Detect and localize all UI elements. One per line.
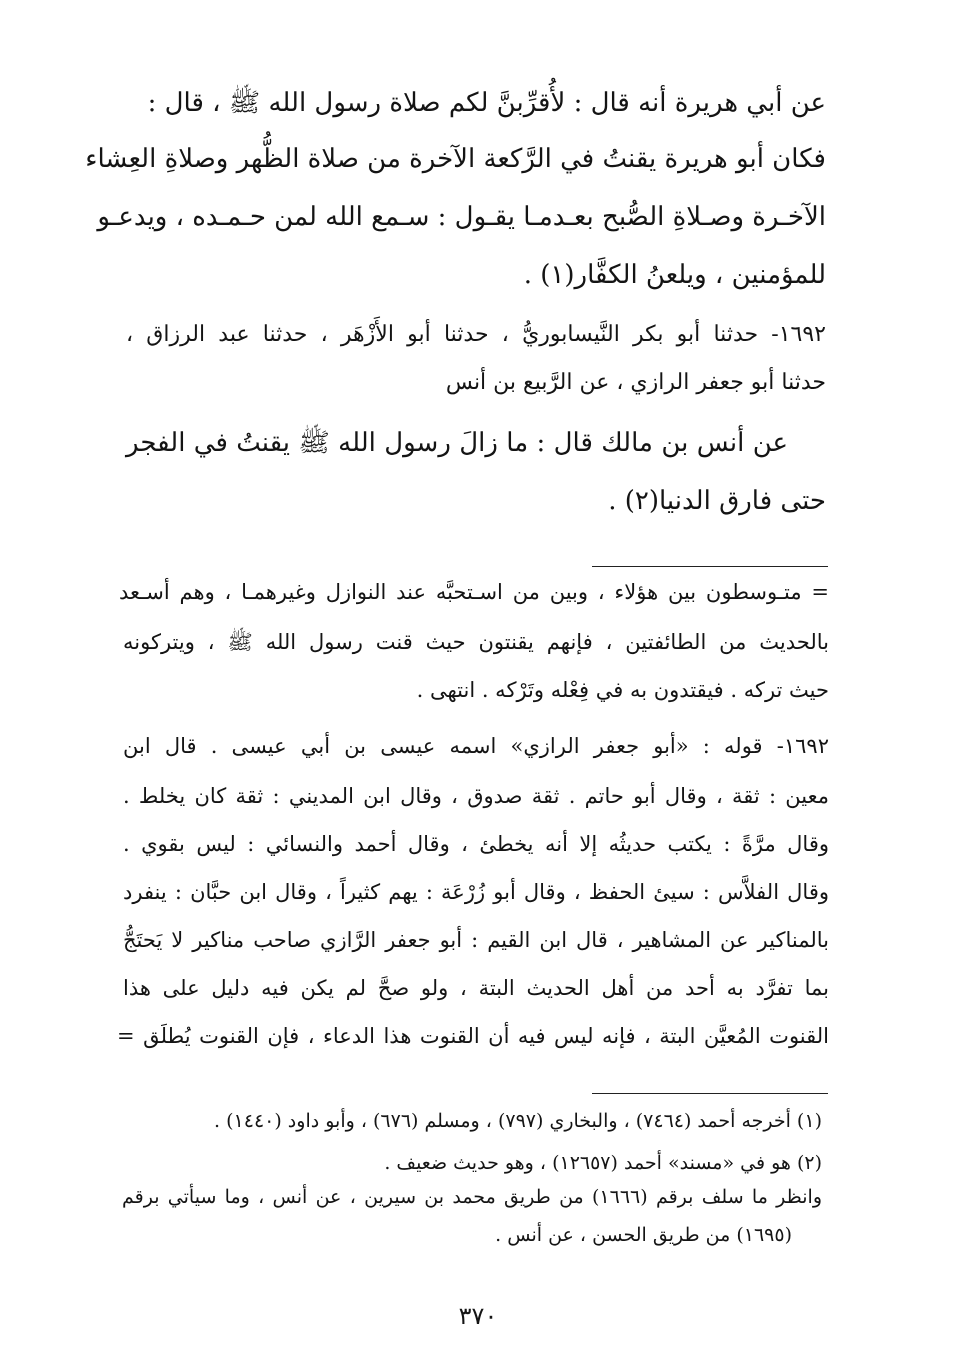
commentary-line: بالمناكير عن المشاهير ، قال ابن القيم : أبو جعفر الرَّازي صاحب مناكير لا يَحتَجُّ — [123, 928, 829, 952]
main-line: للمؤمنين ، ويلعنُ الكفَّار(١) . — [523, 260, 826, 290]
footnote-line: (٢) هو في «مسند» أحمد (١٢٦٥٧) ، وهو حديث ضعيف . — [384, 1152, 822, 1174]
commentary-line: وقال مرَّةً : يكتب حديثُه إلا أنه يخطئ ، وقال أحمد والنسائي : ليس بقوي . — [123, 832, 829, 856]
commentary-line: وقال الفلاَّس : سيئ الحفظ ، وقال أبو زُرْعَة : يهم كثيراً ، وقال ابن حبَّان : ينفرد — [123, 880, 829, 904]
commentary-line: = متـوسطون بين هؤلاء ، وبين من اسـتحبَّه عند النوازل وغيرهمـا ، وهم أسـعد — [119, 580, 829, 604]
commentary-line: معين : ثقة ، وقال أبو حاتم . ثقة صدوق ، وقال ابن المديني : ثقة كان يخلط . — [123, 784, 829, 808]
commentary-line: حيث تركه . فيقتدون به في فِعْله وتَرْكه . انتهى . — [416, 678, 829, 702]
footnote-separator — [592, 1093, 828, 1094]
commentary-line: القنوت المُعيَّن البتة ، فإنه ليس فيه أن القنوت هذا الدعاء ، فإن القنوت يُطلَق = — [117, 1024, 829, 1048]
page-number: ٣٧٠ — [458, 1302, 498, 1330]
footnote-line: (١) أخرجه أحمد (٧٤٦٤) ، والبخاري (٧٩٧) ، ومسلم (٦٧٦) ، وأبو داود (١٤٤٠) . — [214, 1110, 822, 1132]
commentary-line: بالحديث من الطائفتين ، فإنهم يقنتون حيث قنت رسول الله ﷺ ، ويتركونه — [123, 630, 829, 654]
commentary-line: بما تفرَّد به أحد من أهل الحديث البتة ، ولو صحَّ لم يكن فيه دليل على هذا — [123, 976, 829, 1000]
commentary-line: ١٦٩٢- قوله : «أبو جعفر الرازي» اسمه عيسى بن أبي عيسى . قال ابن — [123, 734, 829, 758]
main-line: الآخـرة وصـلاةِ الصُّبح بعـدمـا يقـول : سـمع الله لمن حـمـده ، ويدعـو — [97, 202, 826, 232]
footnote-line: وانظر ما سلف برقم (١٦٦٦) من طريق محمد بن سيرين ، عن أنس ، وما سيأتي برقم — [122, 1186, 822, 1208]
main-line: عن أنس بن مالك قال : ما زالَ رسول الله ﷺ يقنتُ في الفجر — [126, 428, 788, 458]
isnad-line: ١٦٩٢- حدثنا أبو بكر النَّيسابوريُّ ، حدثنا أبو الأَزْهَر ، حدثنا عبد الرزاق ، — [126, 322, 826, 347]
main-line: فكان أبو هريرة يقنتُ في الرَّكعة الآخرة من صلاة الظُّهر وصلاةِ العِشاء — [85, 144, 826, 174]
footnote-line: (١٦٩٥) من طريق الحسن ، عن أنس . — [495, 1224, 792, 1246]
commentary-separator — [592, 566, 828, 567]
main-line: حتى فارق الدنيا(٢) . — [608, 486, 826, 516]
isnad-line: حدثنا أبو جعفر الرازي ، عن الرَّبيع بن أنس — [445, 370, 826, 395]
main-line: عن أبي هريرة أنه قال : لأُقرِّبنَّ لكم صلاة رسول الله ﷺ ، قال : — [147, 88, 826, 118]
